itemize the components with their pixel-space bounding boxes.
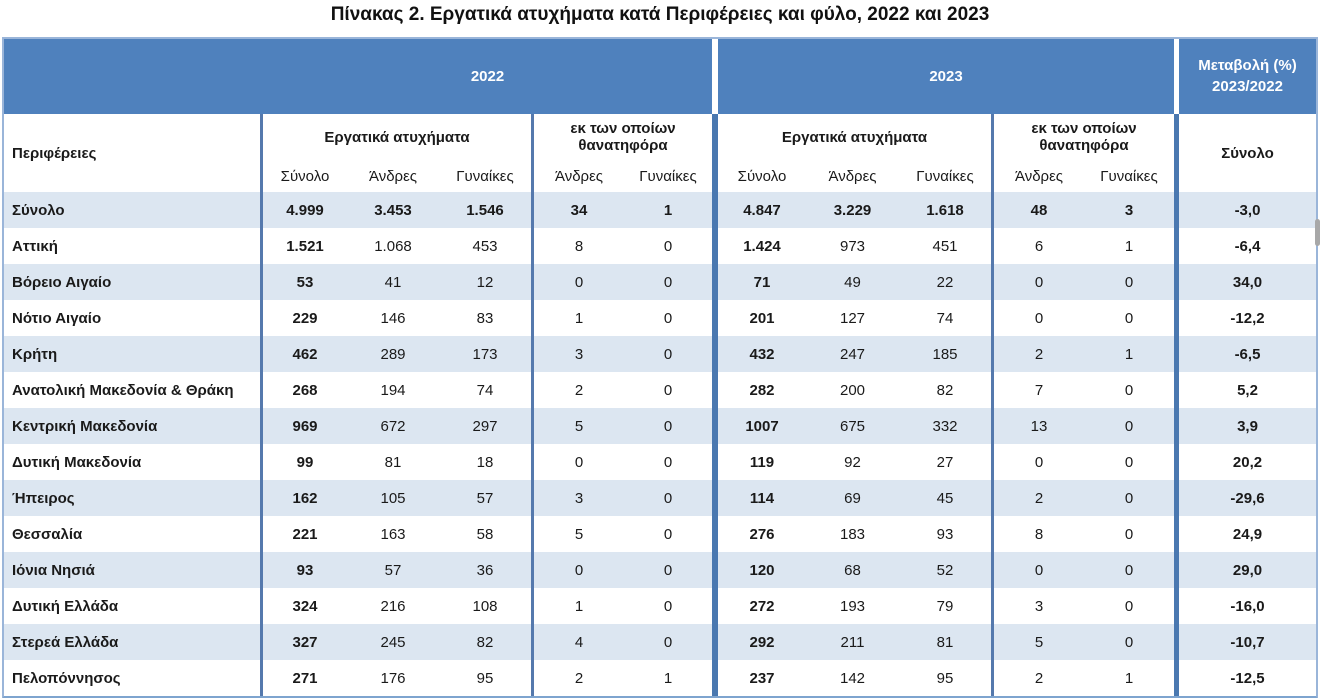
fatal-men-2023: 0 — [1034, 309, 1044, 327]
change-header-line2: 2023/2022 — [1212, 77, 1283, 95]
fatal-women-2022: 0 — [663, 309, 673, 327]
women-2022: 173 — [472, 345, 498, 363]
total-2023: 1007 — [745, 417, 779, 435]
fatal-women-2022: 1 — [663, 201, 673, 219]
men-2023: 92 — [844, 453, 861, 471]
change-value: 34,0 — [1232, 273, 1263, 291]
women-2023: 451 — [932, 237, 958, 255]
table-row — [4, 192, 1316, 228]
fatal-men-2023: 6 — [1034, 237, 1044, 255]
fatal-women-2022: 0 — [663, 633, 673, 651]
region-name: Στερεά Ελλάδα — [12, 633, 119, 651]
women-2022: 18 — [476, 453, 494, 471]
total-2023: 4.847 — [743, 201, 781, 219]
fatal-men-2023: 0 — [1034, 273, 1044, 291]
fatal-women-2023: 0 — [1124, 453, 1134, 471]
fatal-women-2023: 0 — [1124, 561, 1134, 579]
fatal-women-2022: 0 — [663, 525, 673, 543]
women-2022: 82 — [476, 633, 494, 651]
fatal-women-2022: 1 — [663, 669, 673, 687]
women-2022: 95 — [476, 669, 494, 687]
men-2022: 194 — [380, 381, 406, 399]
total-2023: 201 — [749, 309, 775, 327]
men-2023: 247 — [839, 345, 866, 363]
men-2022: 41 — [384, 273, 402, 291]
region-name: Αττική — [12, 237, 58, 255]
col-label-fatal-men-2023: Άνδρες — [1014, 167, 1064, 185]
region-name: Κεντρική Μακεδονία — [12, 417, 158, 435]
table-row — [4, 264, 1316, 300]
men-2023: 142 — [839, 669, 866, 687]
women-2022: 58 — [476, 525, 494, 543]
men-2023: 200 — [839, 381, 866, 399]
fatal-women-2023: 0 — [1124, 597, 1134, 615]
total-2022: 969 — [292, 417, 318, 435]
fatal-women-2023: 0 — [1124, 417, 1134, 435]
women-2022: 453 — [472, 237, 498, 255]
fatal-men-2022: 2 — [574, 381, 584, 399]
change-header — [1179, 39, 1316, 114]
fatal-men-2022: 5 — [574, 525, 584, 543]
fatal-men-2022: 1 — [574, 309, 584, 327]
fatal-men-2023: 2 — [1034, 669, 1044, 687]
total-2022: 462 — [292, 345, 318, 363]
change-value: -29,6 — [1230, 489, 1265, 507]
change-value: -6,4 — [1234, 237, 1261, 255]
year-2022-header: 2022 — [263, 39, 712, 114]
fatal-women-2022: 0 — [663, 453, 673, 471]
fatal-men-2022: 3 — [574, 489, 584, 507]
women-2023: 81 — [936, 633, 954, 651]
col-label-women-2023: Γυναίκες — [916, 167, 974, 185]
men-2022: 289 — [380, 345, 406, 363]
column-header-row — [4, 114, 1316, 192]
fatal-women-2023: 1 — [1124, 669, 1134, 687]
men-2022: 81 — [384, 453, 402, 471]
fatal-men-2023: 0 — [1034, 453, 1044, 471]
col-label-total-2022: Σύνολο — [280, 167, 330, 185]
total-2022: 1.521 — [286, 237, 324, 255]
total-2023: 237 — [749, 669, 775, 687]
total-2022: 327 — [292, 633, 318, 651]
fatal-men-2022: 3 — [574, 345, 584, 363]
men-2023: 69 — [844, 489, 861, 507]
change-header-line1: Μεταβολή (%) — [1198, 57, 1297, 75]
total-2023: 120 — [749, 561, 775, 579]
women-2022: 57 — [476, 489, 494, 507]
col-label-fatal-women-2023: Γυναίκες — [1100, 167, 1158, 185]
men-2023: 68 — [844, 561, 861, 579]
region-name: Κρήτη — [12, 345, 58, 363]
fatal-women-2022: 0 — [663, 489, 673, 507]
men-2022: 176 — [380, 669, 406, 687]
fatal-women-2023: 1 — [1124, 345, 1134, 363]
table-row — [4, 408, 1316, 444]
change-value: -16,0 — [1230, 597, 1265, 615]
total-2023: 71 — [753, 273, 771, 291]
accidents-group-2023: Εργατικά ατυχήματα — [781, 128, 928, 146]
total-2023: 119 — [749, 453, 775, 471]
fatal-men-2022: 1 — [574, 597, 584, 615]
region-name: Δυτική Μακεδονία — [12, 453, 142, 471]
men-2023: 193 — [839, 597, 866, 615]
fatal-men-2023: 2 — [1034, 345, 1044, 363]
total-2022: 221 — [292, 525, 318, 543]
table-row — [4, 588, 1316, 624]
men-2023: 3.229 — [833, 201, 872, 219]
fatal-women-2023: 0 — [1124, 273, 1134, 291]
fatal-women-2023: 0 — [1124, 633, 1134, 651]
women-2023: 45 — [936, 489, 954, 507]
women-2023: 79 — [936, 597, 954, 615]
fatal-men-2023: 3 — [1034, 597, 1044, 615]
col-label-fatal-men-2022: Άνδρες — [554, 167, 604, 185]
fatal-women-2022: 0 — [663, 417, 673, 435]
table-row — [4, 516, 1316, 552]
fatal-women-2023: 1 — [1124, 237, 1134, 255]
change-value: 24,9 — [1232, 525, 1263, 543]
total-2023: 292 — [749, 633, 775, 651]
region-name: Σύνολο — [12, 201, 65, 219]
fatal-group-2023: εκ των οποίων θανατηφόρα — [1031, 119, 1137, 154]
men-2022: 1.068 — [374, 237, 412, 255]
men-2022: 57 — [384, 561, 402, 579]
fatal-men-2023: 2 — [1034, 489, 1044, 507]
region-name: Ιόνια Νησιά — [12, 561, 95, 579]
men-2022: 146 — [380, 309, 406, 327]
fatal-men-2022: 2 — [574, 669, 584, 687]
total-2023: 432 — [749, 345, 775, 363]
fatal-men-2022: 8 — [574, 237, 584, 255]
fatal-women-2022: 0 — [663, 273, 673, 291]
women-2023: 185 — [932, 345, 958, 363]
region-name: Πελοπόννησος — [12, 669, 121, 687]
total-2022: 4.999 — [286, 201, 324, 219]
table-row — [4, 300, 1316, 336]
women-2023: 95 — [936, 669, 954, 687]
women-2023: 74 — [936, 309, 954, 327]
men-2022: 3.453 — [374, 201, 412, 219]
fatal-men-2023: 48 — [1030, 201, 1048, 219]
total-2022: 268 — [292, 381, 318, 399]
fatal-women-2022: 0 — [663, 237, 673, 255]
women-2023: 52 — [936, 561, 954, 579]
men-2022: 216 — [380, 597, 406, 615]
total-2023: 1.424 — [743, 237, 781, 255]
change-value: 5,2 — [1237, 381, 1258, 399]
col-label-fatal-women-2022: Γυναίκες — [639, 167, 697, 185]
fatal-women-2023: 0 — [1124, 489, 1134, 507]
total-2023: 272 — [749, 597, 775, 615]
men-2022: 163 — [380, 525, 406, 543]
total-2023: 282 — [749, 381, 775, 399]
fatal-women-2022: 0 — [663, 597, 673, 615]
change-value: -12,2 — [1230, 309, 1265, 327]
region-name: Ήπειρος — [12, 489, 75, 507]
year-2023-header: 2023 — [718, 39, 1174, 114]
table-row — [4, 552, 1316, 588]
fatal-men-2022: 0 — [574, 561, 584, 579]
fatal-women-2023: 0 — [1124, 309, 1134, 327]
fatal-women-2022: 0 — [663, 381, 673, 399]
women-2023: 93 — [936, 525, 954, 543]
women-2023: 22 — [936, 273, 954, 291]
fatal-men-2022: 0 — [574, 453, 584, 471]
total-2022: 271 — [292, 669, 318, 687]
total-2022: 53 — [296, 273, 314, 291]
fatal-men-2023: 5 — [1034, 633, 1044, 651]
total-2022: 324 — [292, 597, 318, 615]
women-2023: 82 — [936, 381, 954, 399]
fatal-men-2023: 0 — [1034, 561, 1044, 579]
fatal-women-2022: 0 — [663, 561, 673, 579]
men-2022: 672 — [380, 417, 406, 435]
men-2023: 675 — [839, 417, 866, 435]
women-2023: 27 — [936, 453, 954, 471]
fatal-women-2023: 0 — [1124, 525, 1134, 543]
women-2022: 108 — [472, 597, 498, 615]
change-value: 29,0 — [1232, 561, 1263, 579]
change-value: -10,7 — [1230, 633, 1265, 651]
region-name: Ανατολική Μακεδονία & Θράκη — [12, 381, 234, 399]
men-2023: 49 — [844, 273, 861, 291]
women-2023: 332 — [932, 417, 958, 435]
fatal-women-2023: 3 — [1124, 201, 1134, 219]
region-name: Νότιο Αιγαίο — [12, 309, 102, 327]
regions-column-header: Περιφέρειες — [12, 144, 97, 162]
table-row — [4, 660, 1316, 696]
men-2023: 973 — [839, 237, 866, 255]
fatal-women-2023: 0 — [1124, 381, 1134, 399]
women-2022: 12 — [476, 273, 494, 291]
total-2023: 114 — [749, 489, 775, 507]
region-name: Θεσσαλία — [12, 525, 83, 543]
fatal-men-2022: 34 — [570, 201, 588, 219]
table-row — [4, 444, 1316, 480]
table-row — [4, 228, 1316, 264]
change-value: 3,9 — [1237, 417, 1258, 435]
table-row — [4, 480, 1316, 516]
men-2022: 105 — [380, 489, 406, 507]
scrollbar-thumb[interactable] — [1315, 219, 1320, 246]
women-2022: 83 — [476, 309, 494, 327]
change-value: 20,2 — [1232, 453, 1263, 471]
men-2023: 127 — [839, 309, 866, 327]
total-2022: 93 — [296, 561, 314, 579]
total-2022: 99 — [296, 453, 314, 471]
fatal-men-2023: 7 — [1034, 381, 1044, 399]
year-header-band — [4, 39, 1316, 114]
change-value: -6,5 — [1234, 345, 1261, 363]
fatal-men-2022: 5 — [574, 417, 584, 435]
men-2022: 245 — [380, 633, 406, 651]
col-label-women-2022: Γυναίκες — [456, 167, 514, 185]
table-row — [4, 624, 1316, 660]
total-2022: 229 — [292, 309, 318, 327]
fatal-group-2022: εκ των οποίων θανατηφόρα — [570, 119, 676, 154]
table-body — [4, 192, 1316, 696]
women-2022: 297 — [472, 417, 498, 435]
accidents-group-2022: Εργατικά ατυχήματα — [324, 128, 470, 146]
total-2022: 162 — [292, 489, 318, 507]
col-label-men-2023: Άνδρες — [828, 167, 877, 185]
table-title: Πίνακας 2. Εργατικά ατυχήματα κατά Περιφέρειες και φύλο, 2022 και 2023 — [330, 4, 990, 25]
col-label-total-2023: Σύνολο — [737, 167, 787, 185]
region-name: Βόρειο Αιγαίο — [12, 273, 112, 291]
change-value: -12,5 — [1230, 669, 1265, 687]
band-empty-cell — [4, 39, 263, 114]
change-value: -3,0 — [1234, 201, 1261, 219]
table-row — [4, 372, 1316, 408]
fatal-women-2022: 0 — [663, 345, 673, 363]
women-2022: 36 — [476, 561, 494, 579]
col-label-men-2022: Άνδρες — [368, 167, 418, 185]
men-2023: 183 — [839, 525, 866, 543]
fatal-men-2022: 0 — [574, 273, 584, 291]
table-row — [4, 336, 1316, 372]
fatal-men-2023: 13 — [1030, 417, 1048, 435]
men-2023: 211 — [840, 633, 865, 651]
women-2022: 1.546 — [466, 201, 504, 219]
accidents-table — [2, 37, 1318, 698]
total-2023: 276 — [749, 525, 775, 543]
fatal-men-2022: 4 — [574, 633, 584, 651]
change-total-header: Σύνολο — [1221, 144, 1274, 162]
women-2023: 1.618 — [926, 201, 964, 219]
women-2022: 74 — [476, 381, 494, 399]
fatal-men-2023: 8 — [1034, 525, 1044, 543]
region-name: Δυτική Ελλάδα — [12, 597, 119, 615]
